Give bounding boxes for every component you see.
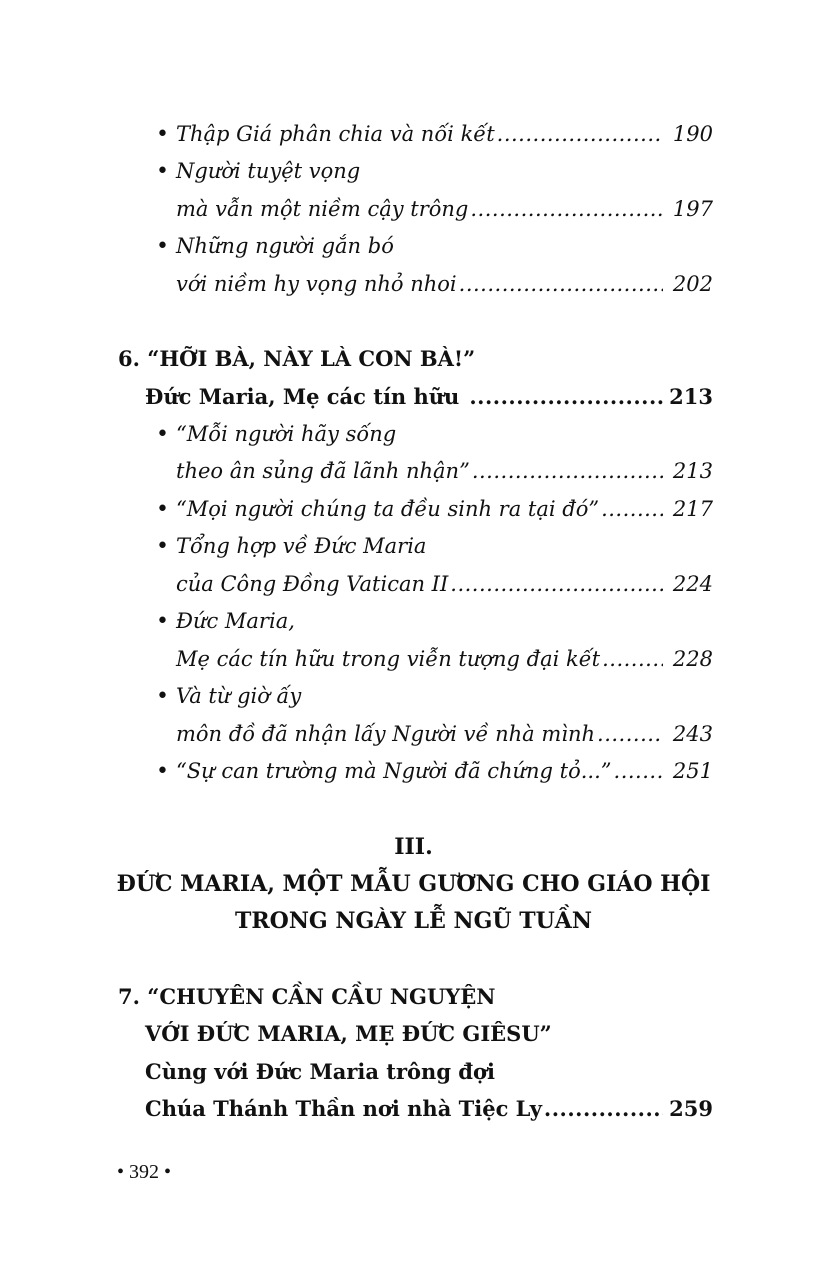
chapter-title-line1: 7. “CHUYÊN CẦN CẦU NGUYỆN xyxy=(118,984,496,1009)
toc-entry-line xyxy=(156,684,713,709)
toc-entry-line xyxy=(156,759,713,784)
part-title-line1: ĐỨC MARIA, MỘT MẪU GƯƠNG CHO GIÁO HỘI xyxy=(116,871,711,897)
chapter-title: 6. “HỠI BÀ, NÀY LÀ CON BÀ!” xyxy=(118,346,476,371)
part-title-line2: TRONG NGÀY LỄ NGŨ TUẦN xyxy=(235,908,592,934)
toc-entry-title: “Mỗi người hãy sống xyxy=(176,422,397,446)
toc-entry-title: Tổng hợp về Đức Maria xyxy=(176,534,427,558)
toc-entry-title: Người tuyệt vọng xyxy=(176,159,361,183)
bullet-icon: • xyxy=(156,234,169,259)
bullet-icon: • xyxy=(156,159,169,184)
chapter-subtitle-line xyxy=(145,1096,713,1121)
chapter-subtitle: Đức Maria, Mẹ các tín hữu xyxy=(145,384,460,409)
toc-entry-line xyxy=(176,722,713,746)
part-numeral: III. xyxy=(394,834,433,860)
toc-entry-title: “Sự can trường mà Người đã chứng tỏ...” xyxy=(176,759,612,783)
toc-entry-line xyxy=(156,159,713,184)
toc-entry-line xyxy=(156,122,713,147)
chapter-subtitle-line2: Chúa Thánh Thần nơi nhà Tiệc Ly xyxy=(145,1096,542,1121)
chapter-subtitle-line xyxy=(145,384,713,409)
dot-leader xyxy=(544,1096,663,1121)
bullet-icon: • xyxy=(156,122,169,147)
toc-page-number: 243 xyxy=(672,722,713,746)
dot-leader xyxy=(597,722,663,746)
toc-entry-title: Thập Giá phân chia và nối kết xyxy=(176,122,495,146)
toc-entry-line xyxy=(156,497,713,522)
toc-page-number: 213 xyxy=(672,459,713,483)
toc-entry-line xyxy=(176,459,713,483)
toc-page-number: 190 xyxy=(672,122,713,146)
toc-entry-title-cont: với niềm hy vọng nhỏ nhoi xyxy=(176,272,457,296)
chapter-title-line2: VỚI ĐỨC MARIA, MẸ ĐỨC GIÊSU” xyxy=(145,1021,552,1046)
toc-entry-line xyxy=(176,572,713,596)
page-number-footer: • 392 • xyxy=(117,1161,172,1183)
toc-entry-title-cont: mà vẫn một niềm cậy trông xyxy=(176,197,469,221)
toc-page-number: 217 xyxy=(672,497,713,521)
toc-page-number: 224 xyxy=(672,572,713,596)
toc-entry-title: Những người gắn bó xyxy=(176,234,394,258)
dot-leader xyxy=(459,272,663,296)
toc-entry-line xyxy=(156,234,713,259)
dot-leader xyxy=(470,197,663,221)
toc-entry-title: Đức Maria, xyxy=(176,609,295,633)
toc-entry-title-cont: Mẹ các tín hữu trong viễn tượng đại kết xyxy=(176,647,601,671)
bullet-icon: • xyxy=(156,422,169,447)
toc-entry-line xyxy=(176,272,713,296)
bullet-icon: • xyxy=(156,684,169,709)
dot-leader xyxy=(472,459,663,483)
toc-entry-line xyxy=(176,647,713,671)
toc-page-number: 259 xyxy=(669,1096,713,1121)
toc-page-number: 251 xyxy=(672,759,713,783)
dot-leader xyxy=(601,497,663,521)
toc-entry-title-cont: môn đồ đã nhận lấy Người về nhà mình xyxy=(176,722,596,746)
dot-leader xyxy=(450,572,663,596)
toc-page-number: 213 xyxy=(669,384,713,409)
toc-entry-title: “Mọi người chúng ta đều sinh ra tại đó” xyxy=(176,497,600,521)
dot-leader xyxy=(497,122,663,146)
toc-entry-line xyxy=(176,197,713,221)
bullet-icon: • xyxy=(156,497,169,522)
dot-leader xyxy=(469,384,663,409)
toc-entry-line xyxy=(156,422,713,447)
dot-leader xyxy=(602,647,663,671)
dot-leader xyxy=(614,759,663,783)
toc-entry-title-cont: theo ân sủng đã lãnh nhận” xyxy=(176,459,470,483)
bullet-icon: • xyxy=(156,534,169,559)
toc-entry-line xyxy=(156,534,713,559)
toc-entry-title-cont: của Công Đồng Vatican II xyxy=(176,572,449,596)
bullet-icon: • xyxy=(156,759,169,784)
chapter-subtitle-line1: Cùng với Đức Maria trông đợi xyxy=(145,1059,495,1084)
toc-entry-title: Và từ giờ ấy xyxy=(176,684,302,708)
bullet-icon: • xyxy=(156,609,169,634)
toc-page-number: 202 xyxy=(672,272,713,296)
toc-entry-line xyxy=(156,609,713,634)
toc-page-number: 228 xyxy=(672,647,713,671)
toc-page-number: 197 xyxy=(672,197,713,221)
